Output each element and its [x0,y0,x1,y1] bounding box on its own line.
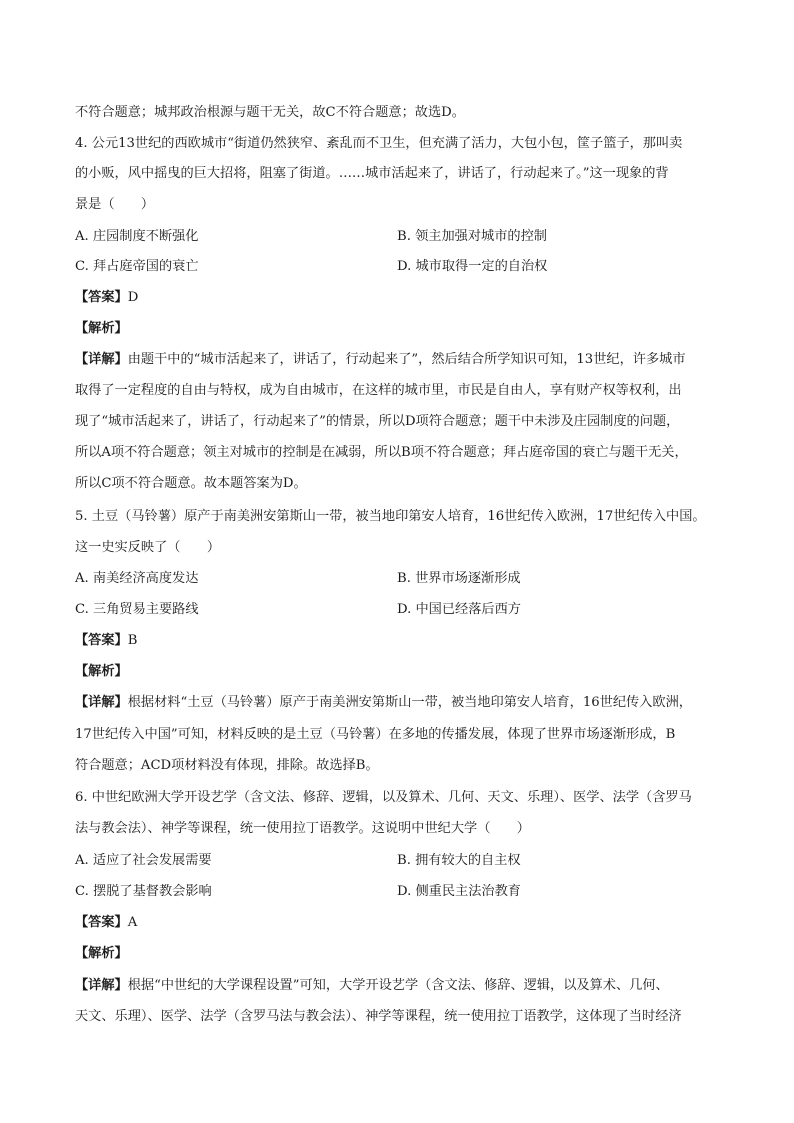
q6-option-a: A. 适应了社会发展需要 [75,853,212,868]
q6-detail-line-2: 天文、乐理）、医学、法学（含罗马法与教会法）、神学等课程，统一使用拉丁语教学，这体现了当时经济 [75,1009,682,1024]
q5-stem-line-1: 5. 土豆（马铃薯）原产于南美洲安第斯山一带，被当地印第安人培育，16世纪传入欧洲，17世纪传入中国。 [75,509,706,524]
q3-analysis-tail: 不符合题意；城邦政治根源与题干无关，故C不符合题意；故选D。 [75,105,465,120]
q6-stem-line-1: 6. 中世纪欧洲大学开设艺学（含文法、修辞、逻辑，以及算术、几何、天文、乐理）、医学、法学（含罗马 [75,790,692,805]
answer-tag: 【答案】 [75,290,128,305]
q6-option-c: C. 摆脱了基督教会影响 [75,884,212,899]
answer-value: D [127,290,139,305]
q4-detail-line-3: 现了“城市活起来了，讲话了，行动起来了”的情景，所以D项符合题意；题干中未涉及庄园制度的问题， [75,414,680,429]
answer-value: A [127,915,138,930]
q4-detail-line-1: 【详解】由题干中的“城市活起来了，讲话了，行动起来了”，然后结合所学知识可知，13世纪，许多城市 [75,352,686,367]
q4-detail-line-4: 所以A项不符合题意；领主对城市的控制是在减弱，所以B项不符合题意；拜占庭帝国的衰亡与题干无关， [75,445,688,460]
q4-stem-line-1: 4. 公元13世纪的西欧城市“街道仍然狭窄、紊乱而不卫生，但充满了活力，大包小包，筐子篮子，那叫卖 [75,136,683,151]
q5-option-d: D. 中国已经落后西方 [397,602,521,617]
q6-option-b: B. 拥有较大的自主权 [397,853,521,868]
q6-option-d: D. 侧重民主法治教育 [397,884,521,899]
answer-tag: 【答案】 [75,915,128,930]
q6-stem-line-2: 法与教会法）、神学等课程，统一使用拉丁语教学。这说明中世纪大学（ ） [75,821,530,836]
q4-option-d: D. 城市取得一定的自治权 [397,259,548,274]
q5-option-b: B. 世界市场逐渐形成 [397,571,521,586]
q6-analysis-heading [75,944,725,964]
q5-detail-line-3: 符合题意；ACD项材料没有体现，排除。故选择B。 [75,758,379,773]
answer-value: B [127,633,138,648]
q4-analysis-heading [75,319,725,339]
detail-tag: 【详解】 [75,352,128,367]
analysis-tag: 【解析】 [75,664,128,679]
detail-tag: 【详解】 [75,978,128,993]
q5-stem-line-2: 这一史实反映了（ ） [75,540,221,555]
q5-detail-line-2: 17世纪传入中国”可知，材料反映的是土豆（马铃薯）在多地的传播发展，体现了世界市场逐渐形成，B [75,727,676,742]
q4-stem-line-2: 的小贩，风中摇曳的巨大招将，阻塞了街道。……城市活起来了，讲话了，行动起来了。”这一现象的背 [75,166,669,181]
q4-option-c: C. 拜占庭帝国的衰亡 [75,259,199,274]
q4-option-a: A. 庄园制度不断强化 [75,229,199,244]
q5-detail-line-1: 【详解】根据材料“土豆（马铃薯）原产于南美洲安第斯山一带，被当地印第安人培育，16世纪传入欧洲， [75,695,692,710]
q5-analysis-heading [75,662,725,682]
q4-stem-line-3: 景是（ ） [75,197,155,212]
q6-detail-line-1: 【详解】根据“中世纪的大学课程设置”可知，大学开设艺学（含文法、修辞、逻辑，以及算术、几何、 [75,978,669,993]
q4-answer [75,288,725,308]
q5-option-a: A. 南美经济高度发达 [75,571,199,586]
detail-tag: 【详解】 [75,695,128,710]
answer-tag: 【答案】 [75,633,128,648]
q4-detail-line-2: 取得了一定程度的自由与特权，成为自由城市，在这样的城市里，市民是自由人，享有财产权等权利，出 [75,383,682,398]
q4-detail-line-5: 所以C项不符合题意。故本题答案为D。 [75,476,307,491]
q4-option-b: B. 领主加强对城市的控制 [397,229,547,244]
q5-answer [75,631,725,651]
q6-answer [75,913,725,933]
analysis-tag: 【解析】 [75,946,128,961]
q5-option-c: C. 三角贸易主要路线 [75,602,199,617]
analysis-tag: 【解析】 [75,321,128,336]
